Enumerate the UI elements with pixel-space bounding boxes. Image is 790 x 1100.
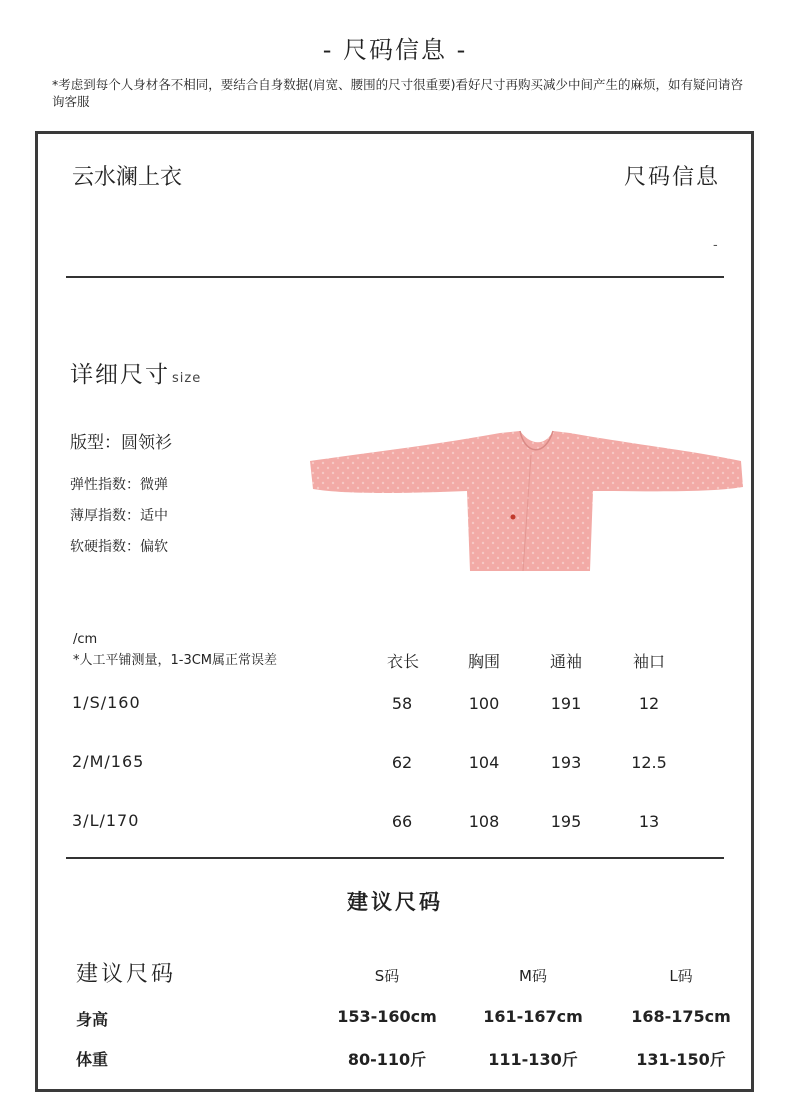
size-cell: 191 [550, 694, 582, 713]
rec-col-m: M码 [519, 967, 547, 985]
divider-bottom [66, 857, 724, 859]
page-title: - 尺码信息 - [322, 36, 468, 64]
rec-row-label-height: 身高 [76, 1010, 109, 1029]
size-cell: 13 [638, 812, 660, 831]
softness-label: 软硬指数：偏软 [70, 539, 168, 555]
size-notice: *考虑到每个人身材各不相同，要结合自身数据(肩宽、腰围的尺寸很重要)看好尺寸再购买减少中间产生的麻烦，如有疑问请咨询客服 [52, 77, 744, 109]
detail-title [70, 356, 201, 389]
size-cell: 12.5 [631, 753, 667, 772]
size-row-label: 1/S/160 [72, 693, 141, 712]
garment-image [305, 425, 745, 575]
size-row-label: 2/M/165 [72, 752, 145, 771]
dash-mark: - [713, 238, 718, 253]
thickness-label: 薄厚指数：适中 [70, 508, 168, 524]
rec-cell: 131-150斤 [636, 1050, 726, 1069]
rec-cell: 153-160cm [337, 1007, 437, 1026]
recommend-title: 建议尺码 [76, 962, 177, 987]
size-cell: 12 [638, 694, 660, 713]
col-header-length: 衣长 [386, 652, 419, 671]
product-name: 云水澜上衣 [72, 165, 183, 190]
detail-title-en: size [172, 371, 202, 386]
elasticity-label: 弹性指数：微弹 [70, 477, 168, 493]
unit-label: /cm [73, 632, 98, 647]
col-header-chest: 胸围 [467, 652, 500, 671]
rec-row-label-weight: 体重 [76, 1050, 109, 1069]
size-cell: 108 [468, 812, 500, 831]
size-row-label: 3/L/170 [72, 811, 140, 830]
col-header-cuff: 袖口 [632, 652, 665, 671]
size-cell: 62 [391, 753, 413, 772]
size-cell: 104 [468, 753, 500, 772]
col-header-sleeve: 通袖 [549, 652, 582, 671]
size-cell: 66 [391, 812, 413, 831]
size-cell: 195 [550, 812, 582, 831]
size-cell: 193 [550, 753, 582, 772]
rec-cell: 161-167cm [483, 1007, 583, 1026]
size-cell: 100 [468, 694, 500, 713]
rec-col-l: L码 [669, 967, 693, 985]
style-label: 版型：圆领衫 [70, 433, 172, 453]
detail-title-text: 详细尺寸 [70, 362, 170, 388]
measure-note: *人工平铺测量，1-3CM属正常误差 [73, 653, 278, 668]
size-info-label: 尺码信息 [623, 165, 720, 190]
rec-cell: 80-110斤 [347, 1050, 427, 1069]
recommend-heading: 建议尺码 [347, 890, 443, 914]
divider-top [66, 276, 724, 278]
rec-cell: 168-175cm [631, 1007, 731, 1026]
rec-col-s: S码 [374, 967, 400, 985]
rec-cell: 111-130斤 [488, 1050, 578, 1069]
size-cell: 58 [391, 694, 413, 713]
